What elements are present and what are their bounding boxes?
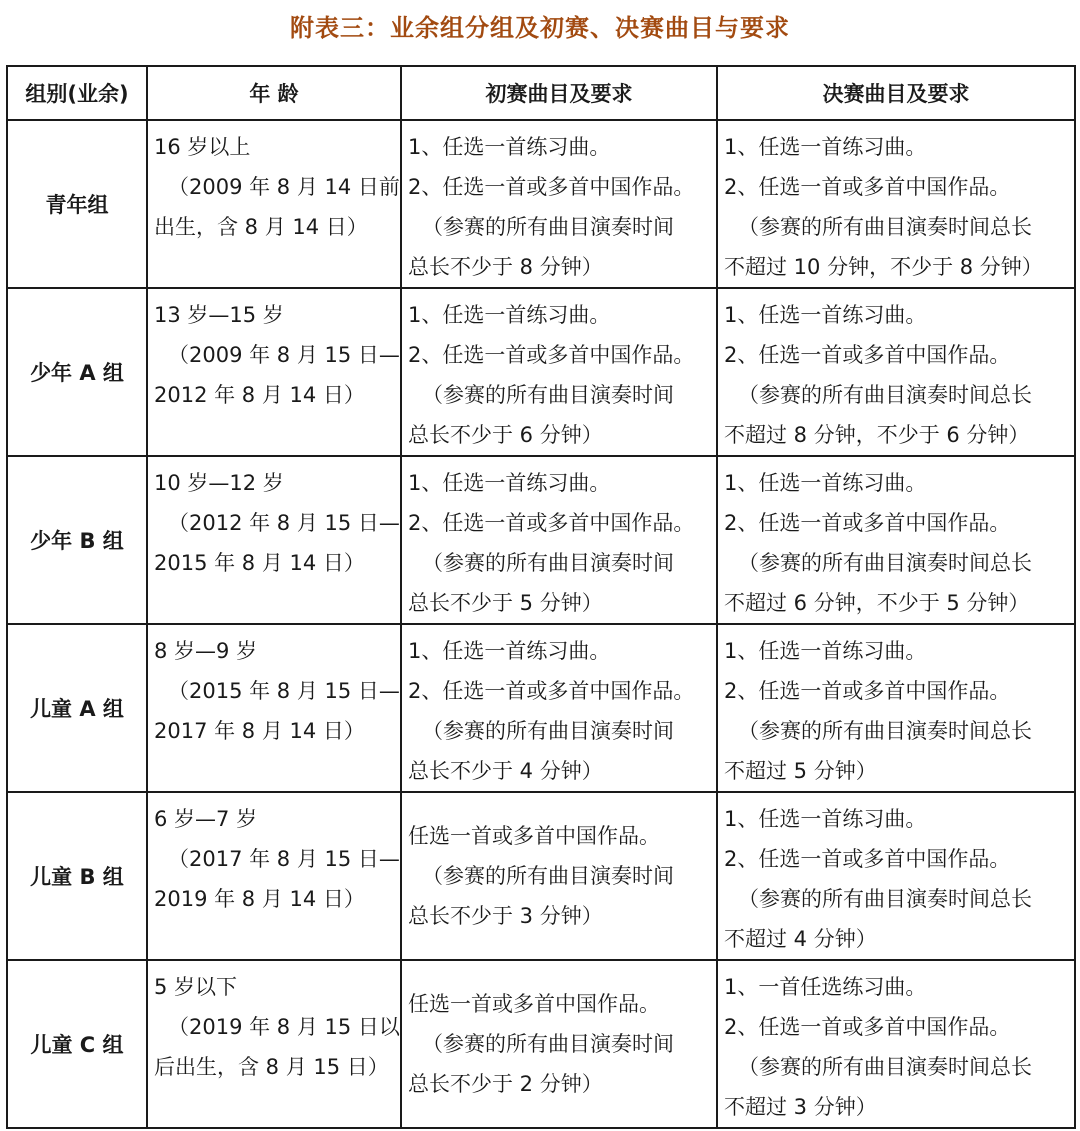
group-cell: 儿童 B 组 — [7, 792, 147, 960]
prelim-line: 总长不少于 2 分钟） — [408, 1072, 603, 1096]
prelim-line: 1、任选一首练习曲。 — [408, 303, 611, 327]
page-title: 附表三：业余组分组及初赛、决赛曲目与要求 — [290, 13, 790, 42]
prelim-line: 2、任选一首或多首中国作品。 — [408, 343, 695, 367]
prelim-line: （参赛的所有曲目演奏时间 — [422, 551, 674, 575]
age-line: 5 岁以下 — [154, 975, 238, 999]
final-line: 2、任选一首或多首中国作品。 — [724, 1015, 1011, 1039]
final-line: 1、任选一首练习曲。 — [724, 639, 927, 663]
prelim-line: 2、任选一首或多首中国作品。 — [408, 511, 695, 535]
prelim-cell — [401, 120, 717, 288]
table-header-row — [7, 66, 1075, 120]
table-row — [7, 456, 1075, 624]
final-line: 2、任选一首或多首中国作品。 — [724, 847, 1011, 871]
table-row — [7, 120, 1075, 288]
final-line: 2、任选一首或多首中国作品。 — [724, 343, 1011, 367]
final-cell — [717, 792, 1075, 960]
prelim-line: （参赛的所有曲目演奏时间 — [422, 1032, 674, 1056]
age-cell — [147, 120, 401, 288]
final-cell — [717, 456, 1075, 624]
prelim-line: 2、任选一首或多首中国作品。 — [408, 175, 695, 199]
age-line: 13 岁—15 岁 — [154, 303, 284, 327]
prelim-line: 总长不少于 5 分钟） — [408, 591, 603, 615]
prelim-cell — [401, 792, 717, 960]
requirements-table — [6, 65, 1076, 1129]
age-line: 2015 年 8 月 14 日） — [154, 551, 365, 575]
final-line: 不超过 10 分钟，不少于 8 分钟） — [724, 255, 1043, 279]
prelim-line: 任选一首或多首中国作品。 — [408, 992, 660, 1016]
header-age: 年 龄 — [147, 66, 401, 120]
prelim-line: 2、任选一首或多首中国作品。 — [408, 679, 695, 703]
prelim-line: （参赛的所有曲目演奏时间 — [422, 864, 674, 888]
group-cell: 少年 B 组 — [7, 456, 147, 624]
age-line: 2017 年 8 月 14 日） — [154, 719, 365, 743]
prelim-line: 总长不少于 8 分钟） — [408, 255, 603, 279]
final-line: （参赛的所有曲目演奏时间总长 — [738, 551, 1032, 575]
final-line: （参赛的所有曲目演奏时间总长 — [738, 719, 1032, 743]
age-cell — [147, 960, 401, 1128]
final-line: 2、任选一首或多首中国作品。 — [724, 679, 1011, 703]
group-cell: 儿童 A 组 — [7, 624, 147, 792]
final-line: 不超过 8 分钟，不少于 6 分钟） — [724, 423, 1030, 447]
age-line: （2009 年 8 月 14 日前 — [168, 175, 400, 199]
final-line: 1、任选一首练习曲。 — [724, 471, 927, 495]
prelim-cell — [401, 288, 717, 456]
table-row — [7, 624, 1075, 792]
age-line: （2017 年 8 月 15 日— — [168, 847, 400, 871]
age-line: 16 岁以上 — [154, 135, 251, 159]
final-line: 2、任选一首或多首中国作品。 — [724, 511, 1011, 535]
age-line: 8 岁—9 岁 — [154, 639, 258, 663]
final-line: （参赛的所有曲目演奏时间总长 — [738, 1055, 1032, 1079]
prelim-line: 总长不少于 4 分钟） — [408, 759, 603, 783]
age-cell — [147, 624, 401, 792]
prelim-cell — [401, 960, 717, 1128]
age-cell — [147, 288, 401, 456]
prelim-line: （参赛的所有曲目演奏时间 — [422, 383, 674, 407]
age-line: 10 岁—12 岁 — [154, 471, 284, 495]
prelim-line: 1、任选一首练习曲。 — [408, 471, 611, 495]
age-line: 出生，含 8 月 14 日） — [154, 215, 368, 239]
age-line: （2009 年 8 月 15 日— — [168, 343, 400, 367]
header-final: 决赛曲目及要求 — [717, 66, 1075, 120]
prelim-line: 1、任选一首练习曲。 — [408, 639, 611, 663]
final-line: 不超过 4 分钟） — [724, 927, 877, 951]
age-line: （2019 年 8 月 15 日以 — [168, 1015, 400, 1039]
header-prelim: 初赛曲目及要求 — [401, 66, 717, 120]
final-line: 1、任选一首练习曲。 — [724, 135, 927, 159]
final-line: 2、任选一首或多首中国作品。 — [724, 175, 1011, 199]
age-line: （2015 年 8 月 15 日— — [168, 679, 400, 703]
prelim-cell — [401, 456, 717, 624]
final-line: （参赛的所有曲目演奏时间总长 — [738, 215, 1032, 239]
final-cell — [717, 288, 1075, 456]
group-cell: 青年组 — [7, 120, 147, 288]
age-line: （2012 年 8 月 15 日— — [168, 511, 400, 535]
table-row — [7, 792, 1075, 960]
header-group: 组别(业余) — [7, 66, 147, 120]
final-cell — [717, 120, 1075, 288]
final-line: 1、任选一首练习曲。 — [724, 807, 927, 831]
age-line: 2012 年 8 月 14 日） — [154, 383, 365, 407]
prelim-line: 1、任选一首练习曲。 — [408, 135, 611, 159]
final-line: 1、一首任选练习曲。 — [724, 975, 927, 999]
final-line: （参赛的所有曲目演奏时间总长 — [738, 887, 1032, 911]
final-line: （参赛的所有曲目演奏时间总长 — [738, 383, 1032, 407]
age-cell — [147, 456, 401, 624]
age-line: 后出生，含 8 月 15 日） — [154, 1055, 389, 1079]
prelim-line: 任选一首或多首中国作品。 — [408, 824, 660, 848]
group-cell: 儿童 C 组 — [7, 960, 147, 1128]
table-row — [7, 288, 1075, 456]
prelim-line: 总长不少于 3 分钟） — [408, 904, 603, 928]
group-cell: 少年 A 组 — [7, 288, 147, 456]
final-line: 不超过 3 分钟） — [724, 1095, 877, 1119]
final-line: 1、任选一首练习曲。 — [724, 303, 927, 327]
age-cell — [147, 792, 401, 960]
prelim-line: （参赛的所有曲目演奏时间 — [422, 719, 674, 743]
final-cell — [717, 960, 1075, 1128]
final-cell — [717, 624, 1075, 792]
prelim-line: （参赛的所有曲目演奏时间 — [422, 215, 674, 239]
age-line: 6 岁—7 岁 — [154, 807, 258, 831]
prelim-line: 总长不少于 6 分钟） — [408, 423, 603, 447]
age-line: 2019 年 8 月 14 日） — [154, 887, 365, 911]
prelim-cell — [401, 624, 717, 792]
final-line: 不超过 6 分钟，不少于 5 分钟） — [724, 591, 1030, 615]
table-row — [7, 960, 1075, 1128]
final-line: 不超过 5 分钟） — [724, 759, 877, 783]
